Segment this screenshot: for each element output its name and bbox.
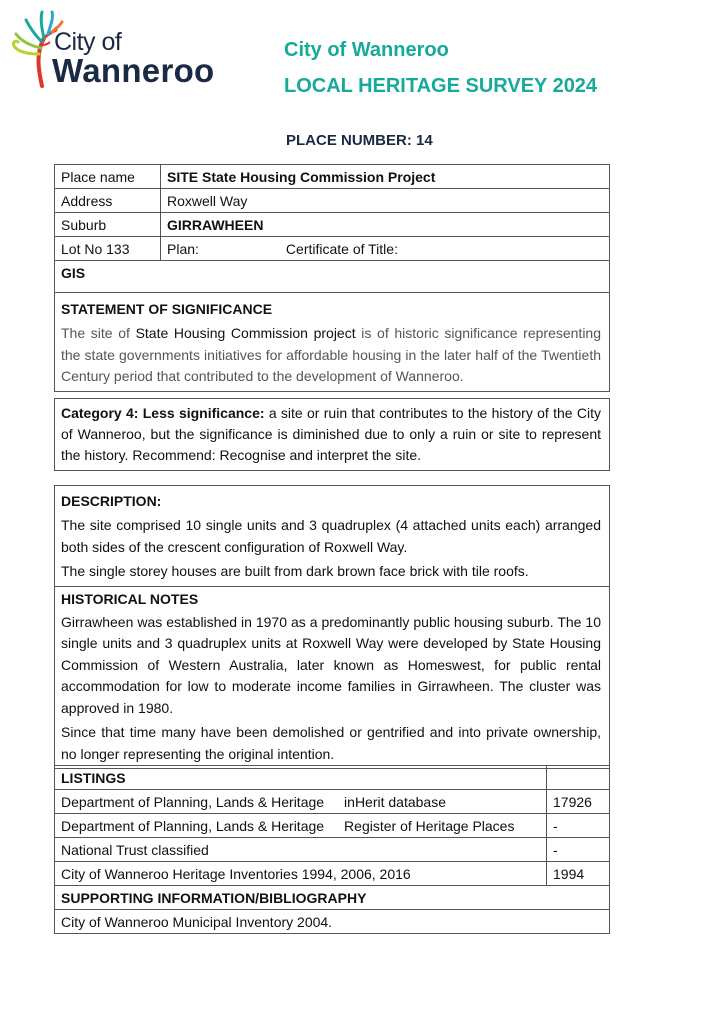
listing-source: Department of Planning, Lands & Heritage inHerit database: [55, 790, 547, 814]
listing-source: National Trust classified: [55, 838, 547, 862]
historical-notes-paragraph: Girrawheen was established in 1970 as a predominantly public housing suburb. The 10 single units and 3 quadruplex units at Roxwell Way were developed by State Housing Commission of Western Australia, later known as Homeswest, for public rental accommodation for low to moderate income families in Girrawheen. The cluster was approved in 1980.: [55, 609, 610, 723]
suburb-label: Suburb: [55, 213, 161, 237]
table-row: [55, 189, 610, 213]
plan-label: Plan:: [167, 240, 199, 257]
category-box: [54, 398, 610, 471]
historical-notes-paragraph: Since that time many have been demolished or gentrified and into private ownership, no longer representing the original intention.: [55, 722, 610, 769]
table-row: [55, 512, 610, 561]
address-value: Roxwell Way: [161, 189, 610, 213]
historical-notes-heading: HISTORICAL NOTES: [55, 586, 610, 609]
listing-source: Department of Planning, Lands & Heritage Register of Heritage Places: [55, 814, 547, 838]
org-heading: City of Wanneroo: [284, 39, 449, 61]
table-row: [55, 886, 610, 910]
suburb-value: GIRRAWHEEN: [161, 213, 610, 237]
listings-heading: LISTINGS: [55, 766, 547, 790]
table-row: [55, 561, 610, 586]
plan-cell: [161, 237, 610, 261]
statement-highlight: State Housing Commission project: [135, 325, 356, 341]
listings-table: [54, 765, 610, 934]
table-row: [55, 486, 610, 513]
certificate-label: Certificate of Title:: [285, 240, 398, 257]
statement-heading: STATEMENT OF SIGNIFICANCE: [55, 293, 610, 321]
listings-heading-value: [547, 766, 610, 790]
table-row: [55, 910, 610, 934]
listing-value: -: [547, 814, 610, 838]
place-name-label: Place name: [55, 165, 161, 189]
table-row: [55, 838, 610, 862]
table-row: [55, 586, 610, 609]
description-paragraph: The single storey houses are built from dark brown face brick with tile roofs.: [55, 561, 610, 586]
table-row: [55, 320, 610, 391]
place-number: PLACE NUMBER: 14: [286, 132, 433, 149]
place-info-table: [54, 164, 610, 392]
survey-title: LOCAL HERITAGE SURVEY 2024: [284, 75, 598, 97]
listing-value: 1994: [547, 862, 610, 886]
address-label: Address: [55, 189, 161, 213]
table-row: [55, 722, 610, 769]
table-row: [55, 293, 610, 321]
table-row: [55, 165, 610, 189]
category-label: Category 4: Less significance:: [61, 405, 265, 421]
listing-value: -: [547, 838, 610, 862]
logo-text-city-of: City of: [54, 28, 122, 56]
description-heading: DESCRIPTION:: [55, 486, 610, 513]
place-name-value: SITE State Housing Commission Project: [161, 165, 610, 189]
table-row: [55, 399, 610, 471]
table-row: [55, 609, 610, 723]
table-row: [55, 862, 610, 886]
supporting-info-text: City of Wanneroo Municipal Inventory 2004.: [55, 910, 610, 934]
logo-text-wanneroo: Wanneroo: [52, 52, 215, 89]
listing-value: 17926: [547, 790, 610, 814]
city-of-wanneroo-logo: [8, 8, 228, 88]
listing-source: City of Wanneroo Heritage Inventories 1994, 2006, 2016: [55, 862, 547, 886]
table-row: [55, 261, 610, 293]
category-text: Category 4: Less significance: a site or ruin that contributes to the history of the City of Wanneroo, but the significance is diminished due to only a ruin or site to represent the history. Recommend: Recognise and interpret the site.: [55, 399, 610, 471]
table-row: [55, 766, 610, 790]
lot-number: Lot No 133: [55, 237, 161, 261]
gis-label: GIS: [55, 261, 610, 293]
statement-text: The site of State Housing Commission project is of historic significance representing the state governments initiatives for affordable housing in the later half of the Twentieth Century period that contributed to the development of Wanneroo.: [55, 320, 610, 391]
table-row: [55, 237, 610, 261]
description-table: [54, 485, 610, 769]
table-row: [55, 790, 610, 814]
description-paragraph: The site comprised 10 single units and 3 quadruplex (4 attached units each) arranged both sides of the crescent configuration of Roxwell Way.: [55, 512, 610, 561]
table-row: [55, 213, 610, 237]
supporting-info-heading: SUPPORTING INFORMATION/BIBLIOGRAPHY: [55, 886, 610, 910]
table-row: [55, 814, 610, 838]
